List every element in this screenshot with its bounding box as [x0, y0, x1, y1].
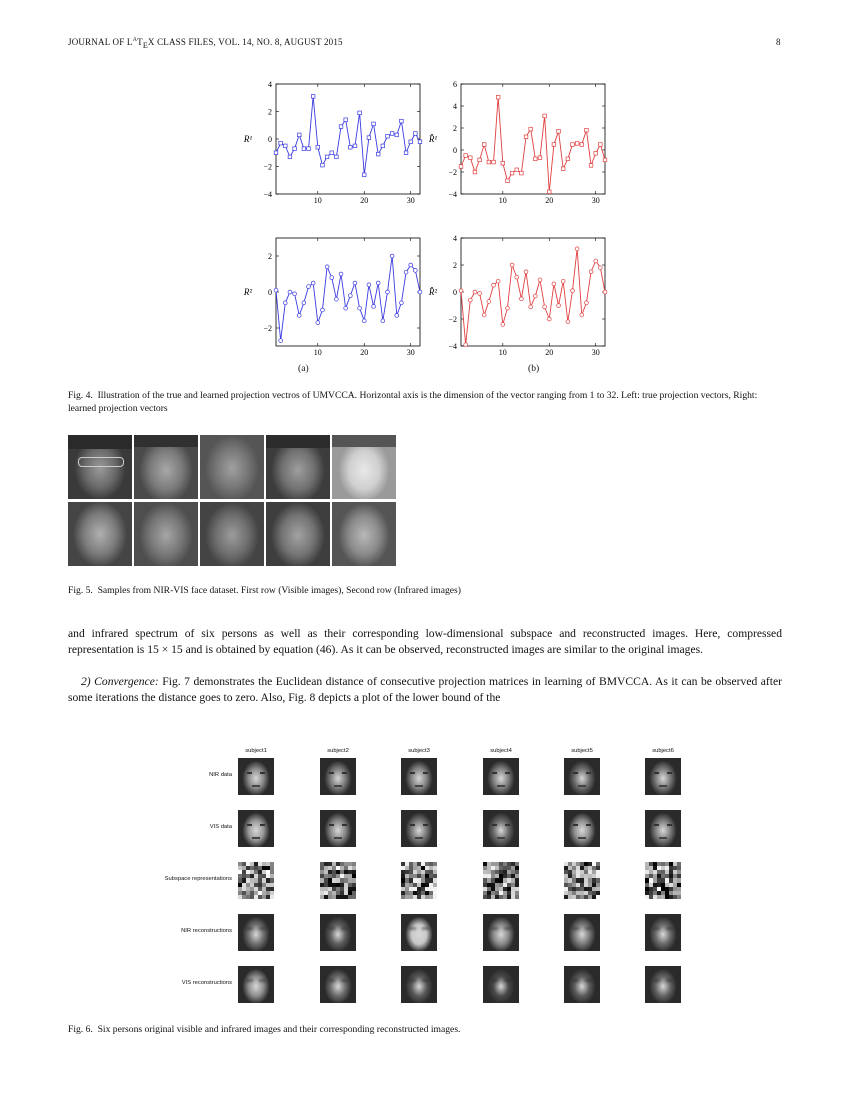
y-axis-label: R̂¹: [428, 134, 438, 144]
data-point: [598, 266, 602, 270]
data-point: [349, 145, 353, 149]
infrared-face-image: [200, 502, 264, 566]
data-point: [543, 305, 547, 309]
y-tick-label: 2: [453, 124, 457, 133]
face-image: [320, 758, 356, 795]
face-image: [238, 810, 274, 847]
y-tick-label: 4: [453, 102, 457, 111]
x-tick-label: 10: [313, 196, 322, 205]
data-point: [358, 306, 362, 310]
data-point: [316, 145, 320, 149]
fig5-caption: Fig. 5. Samples from NIR-VIS face dataset. First row (Visible images), Second row (Infrared images): [68, 585, 461, 596]
reconstructed-face-image: [564, 966, 600, 1003]
data-point: [515, 168, 519, 172]
data-point: [358, 111, 362, 115]
data-point: [348, 294, 352, 298]
data-point: [478, 158, 482, 162]
reconstructed-face-image: [320, 966, 356, 1003]
y-tick-label: −4: [448, 190, 457, 199]
data-point: [302, 147, 306, 151]
subspace-representation-image: [320, 862, 356, 899]
y-tick-label: −2: [263, 324, 272, 333]
x-tick-label: 20: [545, 196, 554, 205]
data-point: [496, 279, 500, 283]
face-image: [564, 810, 600, 847]
data-point: [344, 306, 348, 310]
journal-title: JOURNAL OF $L^AT_EX$ CLASS FILES, VOL. 14, NO. 8, AUGUST 2015: [68, 37, 343, 50]
data-point: [487, 300, 491, 304]
subject-label: subject5: [571, 748, 593, 754]
data-point: [390, 254, 394, 258]
chart-b-bottom: [428, 234, 607, 357]
fig4-label-b: (b): [528, 363, 540, 374]
paragraph-1: and infrared spectrum of six persons as well as their corresponding low-dimensional subspace and reconstructed images. Here, compressed representation is 15 × 15 and is obtained by equation (46). As it can be observed, reconstructed images are similar to the original images.: [68, 627, 782, 656]
visible-face-image: [134, 435, 198, 499]
x-tick-label: 30: [406, 348, 415, 357]
infrared-face-image: [266, 502, 330, 566]
fig5-photo-grid: [68, 435, 396, 566]
data-point: [414, 132, 418, 136]
data-point: [339, 125, 343, 129]
data-point: [404, 270, 408, 274]
y-tick-label: 0: [453, 146, 457, 155]
x-tick-label: 10: [498, 348, 507, 357]
face-image: [401, 758, 437, 795]
fig6-grid: [160, 745, 700, 1015]
subspace-representation-image: [401, 862, 437, 899]
reconstructed-face-image: [238, 966, 274, 1003]
row-label: VIS data: [209, 824, 232, 830]
data-point: [386, 290, 390, 294]
data-point: [409, 140, 413, 144]
series-line: [276, 256, 420, 341]
data-point: [464, 343, 468, 347]
plot-frame: [276, 238, 420, 346]
visible-face-image: [266, 435, 330, 499]
subject-label: subject4: [490, 748, 512, 754]
data-point: [501, 161, 505, 165]
y-tick-label: 2: [453, 261, 457, 270]
data-point: [487, 160, 491, 164]
data-point: [386, 134, 390, 138]
subject-label: subject3: [408, 748, 430, 754]
data-point: [400, 119, 404, 123]
face-image: [564, 758, 600, 795]
y-tick-label: 6: [453, 80, 457, 89]
data-point: [288, 155, 292, 159]
page-number: 8: [776, 37, 781, 47]
data-point: [390, 132, 394, 136]
row-label: NIR reconstructions: [181, 928, 232, 934]
face-image: [483, 810, 519, 847]
x-tick-label: 20: [360, 196, 369, 205]
data-point: [496, 95, 500, 99]
subspace-representation-image: [483, 862, 519, 899]
data-point: [589, 164, 593, 168]
data-point: [353, 281, 357, 285]
y-tick-label: −2: [448, 315, 457, 324]
data-point: [321, 308, 325, 312]
data-point: [533, 294, 537, 298]
reconstructed-face-image: [238, 914, 274, 951]
visible-face-image: [332, 435, 396, 499]
data-point: [367, 136, 371, 140]
data-point: [302, 301, 306, 305]
data-point: [330, 276, 334, 280]
x-tick-label: 30: [591, 348, 600, 357]
data-point: [552, 282, 556, 286]
data-point: [400, 301, 404, 305]
x-tick-label: 30: [591, 196, 600, 205]
data-point: [468, 298, 472, 302]
data-point: [288, 290, 292, 294]
face-image: [645, 810, 681, 847]
data-point: [283, 144, 287, 148]
fig4-charts: [230, 78, 630, 378]
reconstructed-face-image: [401, 966, 437, 1003]
infrared-face-image: [332, 502, 396, 566]
row-label: NIR data: [209, 772, 232, 778]
paragraph-2: Fig. 7 demonstrates the Euclidean distance of consecutive projection matrices in learning of BMVCCA. As it can be observed after some iterations the distance goes to zero. Also, Fig. 8 depicts a plot of the lower bound of the: [68, 675, 783, 704]
y-tick-label: 2: [268, 252, 272, 261]
data-point: [547, 317, 551, 321]
y-axis-label: R¹: [243, 134, 253, 144]
data-point: [297, 133, 301, 137]
data-point: [478, 291, 482, 295]
data-point: [482, 143, 486, 147]
y-tick-label: −4: [448, 342, 457, 351]
x-tick-label: 20: [360, 348, 369, 357]
data-point: [520, 171, 524, 175]
reconstructed-face-image: [483, 966, 519, 1003]
data-point: [283, 301, 287, 305]
series-line: [461, 249, 605, 345]
data-point: [515, 275, 519, 279]
data-point: [409, 263, 413, 267]
data-point: [293, 147, 297, 151]
data-point: [492, 283, 496, 287]
data-point: [325, 155, 329, 159]
data-point: [575, 247, 579, 251]
subspace-representation-image: [645, 862, 681, 899]
data-point: [473, 290, 477, 294]
data-point: [274, 151, 278, 155]
subspace-representation-image: [564, 862, 600, 899]
data-point: [543, 114, 547, 118]
data-point: [404, 151, 408, 155]
data-point: [589, 270, 593, 274]
data-point: [321, 163, 325, 167]
data-point: [580, 313, 584, 317]
data-point: [603, 290, 607, 294]
data-point: [459, 289, 463, 293]
y-tick-label: 0: [268, 135, 272, 144]
data-point: [274, 288, 278, 292]
data-point: [585, 301, 589, 305]
x-tick-label: 10: [498, 196, 507, 205]
row-label: Subspace representations: [164, 876, 232, 882]
fig4-label-a: (a): [298, 363, 309, 374]
data-point: [552, 143, 556, 147]
data-point: [538, 156, 542, 160]
face-image: [645, 758, 681, 795]
reconstructed-face-image: [483, 914, 519, 951]
data-point: [279, 141, 283, 145]
data-point: [468, 156, 472, 160]
data-point: [501, 323, 505, 327]
y-tick-label: 4: [453, 234, 457, 243]
x-tick-label: 30: [406, 196, 415, 205]
visible-face-image: [200, 435, 264, 499]
body-paragraph: [68, 626, 782, 658]
data-point: [372, 122, 376, 126]
chart-a-top: [243, 80, 422, 205]
data-point: [325, 265, 329, 269]
data-point: [362, 319, 366, 323]
x-tick-label: 20: [545, 348, 554, 357]
y-tick-label: 2: [268, 107, 272, 117]
data-point: [307, 285, 311, 289]
data-point: [580, 143, 584, 147]
data-point: [334, 297, 338, 301]
subject-label: subject2: [327, 748, 349, 754]
y-tick-label: 4: [268, 80, 272, 89]
reconstructed-face-image: [645, 914, 681, 951]
y-axis-label: R̂²: [428, 287, 438, 297]
plot-frame: [461, 238, 605, 346]
subject-label: subject6: [652, 748, 674, 754]
infrared-face-image: [68, 502, 132, 566]
body-paragraph-convergence: [68, 674, 782, 706]
data-point: [311, 95, 315, 99]
subject-label: subject1: [245, 748, 267, 754]
data-point: [335, 155, 339, 159]
data-point: [353, 144, 357, 148]
data-point: [307, 147, 311, 151]
data-point: [376, 281, 380, 285]
y-tick-label: −2: [263, 162, 272, 172]
data-point: [418, 140, 422, 144]
data-point: [473, 170, 477, 174]
data-point: [566, 157, 570, 161]
data-point: [510, 171, 514, 175]
reconstructed-face-image: [645, 966, 681, 1003]
data-point: [311, 281, 315, 285]
data-point: [506, 306, 510, 310]
fig6-caption: Fig. 6. Six persons original visible and infrared images and their corresponding reconstructed images.: [68, 1024, 461, 1035]
data-point: [510, 263, 514, 267]
data-point: [519, 297, 523, 301]
y-tick-label: −2: [448, 168, 457, 177]
data-point: [418, 290, 422, 294]
data-point: [395, 314, 399, 318]
data-point: [571, 289, 575, 293]
chart-b-top: [428, 80, 607, 205]
data-point: [529, 305, 533, 309]
data-point: [575, 142, 579, 146]
data-point: [599, 143, 603, 147]
data-point: [395, 133, 399, 137]
data-point: [376, 152, 380, 156]
data-point: [339, 272, 343, 276]
data-point: [603, 158, 607, 162]
data-point: [362, 173, 366, 177]
data-point: [459, 165, 463, 169]
data-point: [297, 314, 301, 318]
data-point: [524, 135, 528, 139]
y-tick-label: −4: [263, 190, 272, 199]
face-image: [401, 810, 437, 847]
face-image: [320, 810, 356, 847]
data-point: [464, 154, 468, 158]
data-point: [279, 339, 283, 343]
data-point: [413, 269, 417, 273]
data-point: [534, 157, 538, 161]
data-point: [367, 283, 371, 287]
data-point: [561, 167, 565, 171]
reconstructed-face-image: [401, 914, 437, 951]
reconstructed-face-image: [320, 914, 356, 951]
chart-a-bottom: [243, 238, 422, 357]
data-point: [529, 127, 533, 131]
data-point: [506, 179, 510, 183]
visible-face-image: [68, 435, 132, 499]
data-point: [372, 305, 376, 309]
data-point: [585, 128, 589, 132]
face-image: [483, 758, 519, 795]
data-point: [566, 320, 570, 324]
subspace-representation-image: [238, 862, 274, 899]
data-point: [561, 279, 565, 283]
data-point: [482, 313, 486, 317]
data-point: [557, 304, 561, 308]
data-point: [547, 190, 551, 194]
data-point: [316, 321, 320, 325]
data-point: [557, 130, 561, 134]
data-point: [381, 319, 385, 323]
data-point: [594, 259, 598, 263]
data-point: [538, 278, 542, 282]
y-tick-label: 0: [453, 288, 457, 297]
infrared-face-image: [134, 502, 198, 566]
section-heading-convergence: 2) Convergence:: [81, 675, 159, 688]
data-point: [524, 270, 528, 274]
y-tick-label: 0: [268, 288, 272, 297]
x-tick-label: 10: [313, 348, 322, 357]
face-image: [238, 758, 274, 795]
data-point: [293, 292, 297, 296]
data-point: [344, 118, 348, 122]
reconstructed-face-image: [564, 914, 600, 951]
data-point: [571, 143, 575, 147]
data-point: [330, 151, 334, 155]
data-point: [594, 152, 598, 156]
running-header: [68, 37, 343, 50]
fig4-caption: Fig. 4. Illustration of the true and learned projection vectros of UMVCCA. Horizontal axis is the dimension of the vector ranging from 1 to 32. Left: true projection vectors, Right: learned projection vectors: [68, 390, 758, 414]
data-point: [492, 160, 496, 164]
y-axis-label: R²: [243, 287, 253, 297]
data-point: [381, 144, 385, 148]
row-label: VIS reconstructions: [181, 980, 232, 986]
